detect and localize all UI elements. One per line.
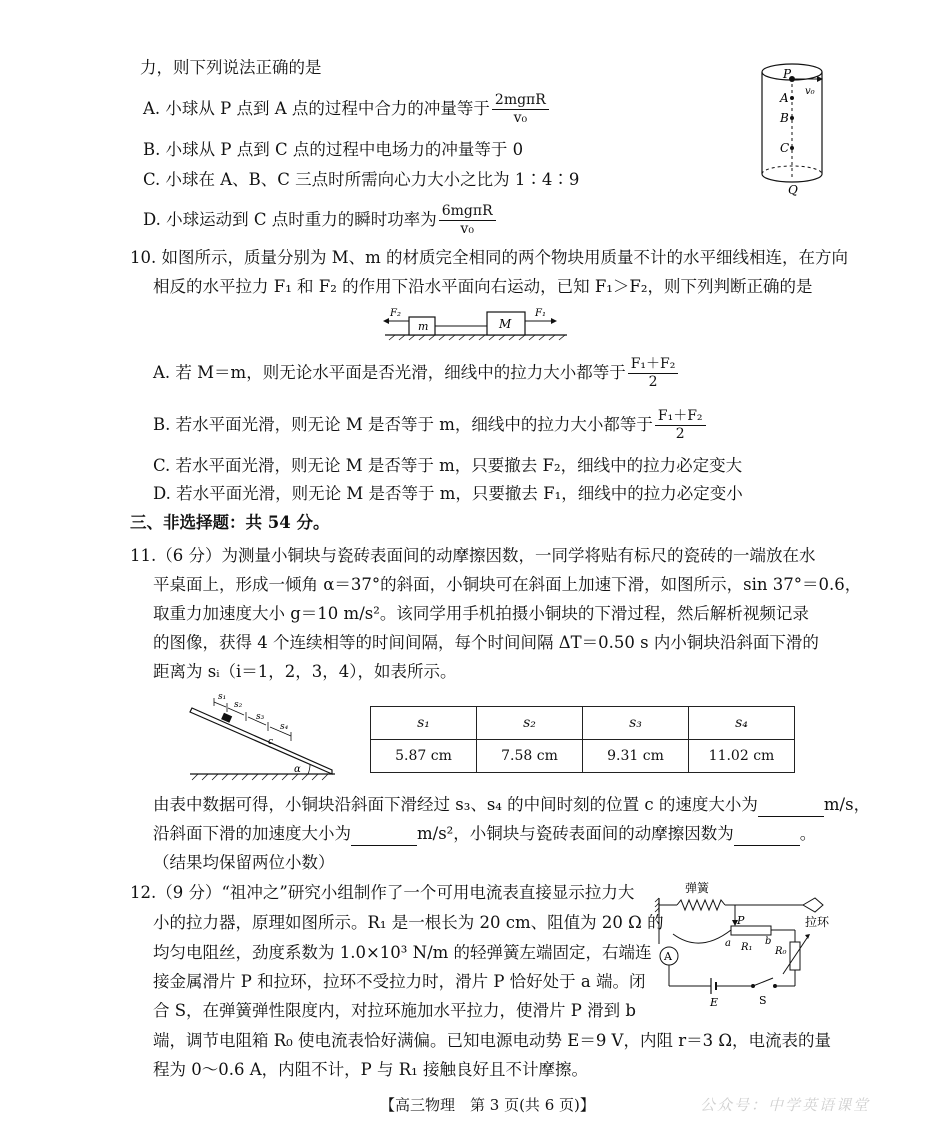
table-cell: 11.02 cm [689, 740, 795, 773]
answer-blank-2[interactable] [351, 827, 417, 846]
label-B: B [780, 111, 789, 125]
q9-option-d: D. 小球运动到 C 点时重力的瞬时功率为 $\frac{\text{6mgπR}}{\text{v₀}}$ [143, 203, 498, 238]
q12-line2: 小的拉力器，原理如图所示。R₁ 是一根长为 20 cm、阻值为 20 Ω 的 [153, 913, 664, 932]
q11-line2: 平桌面上，形成一倾角 α＝37°的斜面，小铜块可在斜面上加速下滑，如图所示，sin 37°＝0.6， [153, 575, 862, 594]
label-alpha: α [294, 764, 301, 775]
answer-blank-3[interactable] [734, 827, 800, 846]
q9-stem: 力，则下列说法正确的是 [140, 58, 322, 77]
q11-question-line2: 沿斜面下滑的加速度大小为 m/s²，小铜块与瓷砖表面间的动摩擦因数为 。 [153, 822, 816, 846]
label-F2: F₂ [390, 308, 401, 319]
watermark: 公众号：中学英语课堂 [700, 1096, 871, 1114]
label-b: b [765, 936, 772, 947]
label-ring: 拉环 [805, 915, 830, 929]
label-s1: s₁ [218, 692, 227, 702]
answer-blank-1[interactable] [758, 798, 824, 817]
q10-option-c: C. 若水平面光滑，则无论 M 是否等于 m，只要撤去 F₂，细线中的拉力必定变大 [153, 456, 743, 475]
table-header-cell: s₃ [583, 707, 689, 740]
label-F1: F₁ [535, 308, 546, 319]
q12-line7: 程为 0～0.6 A，内阻不计，P 与 R₁ 接触良好且不计摩擦。 [153, 1060, 589, 1079]
table-header-cell: s₁ [371, 707, 477, 740]
label-M: M [499, 317, 512, 331]
page-footer: 【高三物理 第 3 页(共 6 页)】 [380, 1096, 595, 1114]
label-s4: s₄ [280, 722, 289, 732]
q11-line5: 距离为 sᵢ（i＝1，2，3，4），如表所示。 [153, 662, 457, 681]
table-cell: 7.58 cm [477, 740, 583, 773]
label-S: S [759, 994, 767, 1007]
circuit-figure [655, 882, 855, 1012]
q9-option-b: B. 小球从 P 点到 C 点的过程中电场力的冲量等于 0 [143, 140, 524, 159]
incline-figure [190, 688, 340, 783]
label-spring: 弹簧 [685, 881, 710, 895]
label-c: c [268, 737, 274, 747]
label-Q: Q [788, 183, 798, 197]
label-R0: R₀ [775, 946, 787, 957]
q10-option-d: D. 若水平面光滑，则无论 M 是否等于 m，只要撤去 F₁，细线中的拉力必定变小 [153, 484, 743, 503]
q10-option-b: B. 若水平面光滑，则无论 M 是否等于 m，细线中的拉力大小都等于 $\frac{\text{F₁＋F₂}}{2}$ [153, 408, 708, 443]
label-P: P [783, 67, 792, 81]
q9-option-c: C. 小球在 A、B、C 三点时所需向心力大小之比为 1∶4∶9 [143, 170, 580, 189]
q11-line4: 的图像，获得 4 个连续相等的时间间隔，每个时间间隔 ΔT＝0.50 s 内小铜块沿斜面下滑的 [153, 633, 819, 652]
label-s2: s₂ [234, 700, 243, 710]
label-v0: v₀ [805, 86, 815, 97]
label-P2: P [737, 914, 745, 927]
q10-option-a: A. 若 M＝m，则无论水平面是否光滑，细线中的拉力大小都等于 $\frac{\text{F₁＋F₂}}{2}$ [153, 356, 680, 391]
q12-line3: 均匀电阻丝，劲度系数为 1.0×10³ N/m 的轻弹簧左端固定，右端连 [153, 943, 652, 962]
label-A-meter: A [664, 950, 672, 963]
blocks-figure [385, 306, 575, 340]
table-cell: 9.31 cm [583, 740, 689, 773]
q11-note: （结果均保留两位小数） [153, 853, 335, 872]
label-m: m [418, 320, 429, 333]
label-C: C [780, 141, 790, 155]
q11-line1: 11.（6 分）为测量小铜块与瓷砖表面间的动摩擦因数，一同学将贴有标尺的瓷砖的一端放在水 [130, 546, 816, 565]
q10-line2: 相反的水平拉力 F₁ 和 F₂ 的作用下沿水平面向右运动，已知 F₁＞F₂，则下列判断正确的是 [153, 277, 813, 296]
q11-line3: 取重力加速度大小 g＝10 m/s²。该同学用手机拍摄小铜块的下滑过程，然后解析视频记录 [153, 604, 809, 623]
q12-line5: 合 S，在弹簧弹性限度内，对拉环施加水平拉力，使滑片 P 滑到 b [153, 1001, 636, 1020]
q12-line4: 接金属滑片 P 和拉环，拉环不受拉力时，滑片 P 恰好处于 a 端。闭 [153, 972, 646, 991]
label-s3: s₃ [256, 712, 265, 722]
section-heading: 三、非选择题：共 54 分。 [130, 513, 330, 532]
q9-option-a: A. 小球从 P 点到 A 点的过程中合力的冲量等于 $\frac{\text{2mgπR}}{\text{v₀}}$ [143, 92, 551, 127]
table-row [371, 740, 795, 773]
q12-line6: 端，调节电阻箱 R₀ 使电流表恰好满偏。已知电源电动势 E＝9 V，内阻 r＝3 Ω，电流表的量 [153, 1031, 832, 1050]
label-E: E [710, 996, 719, 1009]
table-header-cell: s₂ [477, 707, 583, 740]
q11-question-line1: 由表中数据可得，小铜块沿斜面下滑经过 s₃、s₄ 的中间时刻的位置 c 的速度大小为 m/s， [153, 793, 870, 817]
table-cell: 5.87 cm [371, 740, 477, 773]
table-header-cell: s₄ [689, 707, 795, 740]
data-table [370, 706, 795, 773]
q10-line1: 10. 如图所示，质量分别为 M、m 的材质完全相同的两个物块用质量不计的水平细线相连，在方向 [130, 248, 849, 267]
label-a: a [725, 938, 731, 949]
label-R1: R₁ [741, 942, 753, 953]
table-header-row [371, 707, 795, 740]
label-A: A [780, 91, 789, 105]
cylinder-figure [755, 56, 845, 196]
q12-line1: 12.（9 分）“祖冲之”研究小组制作了一个可用电流表直接显示拉力大 [130, 883, 635, 902]
